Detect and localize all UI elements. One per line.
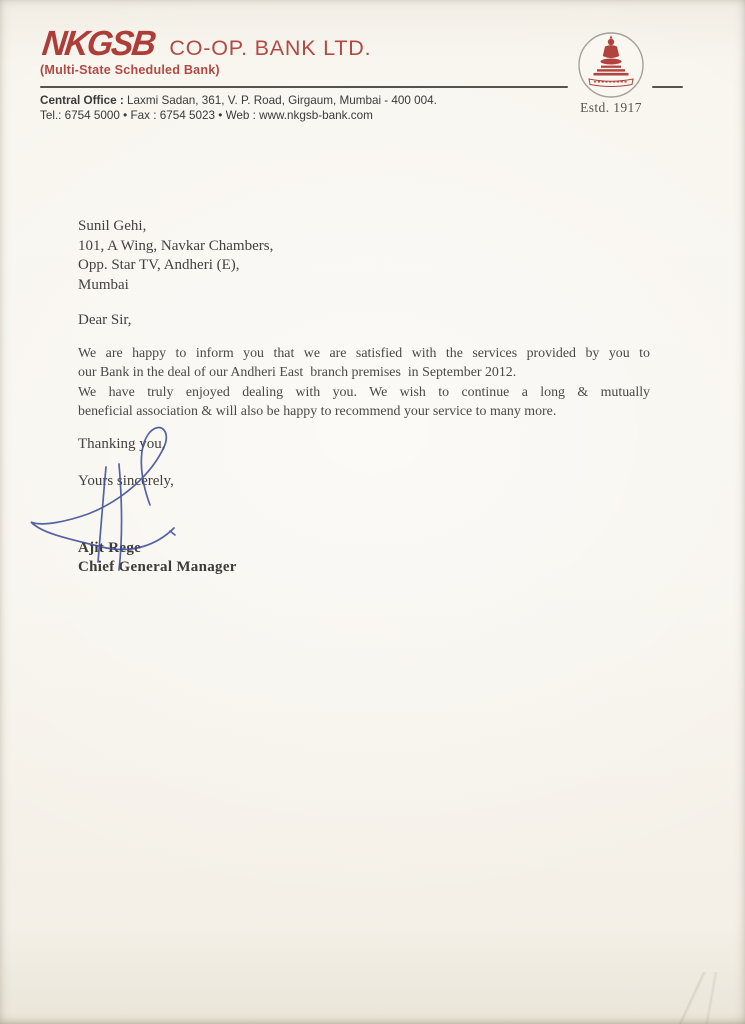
contact-line: Tel.: 6754 5000 • Fax : 6754 5023 • Web : www.nkgsb-bank.com (40, 108, 373, 122)
signatory-title: Chief General Manager (78, 559, 237, 575)
established-year-label: Estd. 1917 (580, 100, 642, 115)
address-line: Opp. Star TV, Andheri (E), (78, 257, 240, 274)
signatory-name: Ajit Rege (78, 540, 142, 556)
closing-thanks: Thanking you, (78, 436, 166, 452)
central-office-label: Central Office : (40, 94, 124, 107)
address-line: Sunil Gehi, (78, 218, 147, 234)
central-office-address: Laxmi Sadan, 361, V. P. Road, Girgaum, Mumbai - 400 004. (123, 94, 437, 107)
closing-sincerely: Yours sincerely, (78, 473, 174, 489)
bank-seal-deity-icon (577, 31, 645, 99)
central-office-block (40, 94, 437, 123)
address-line: Mumbai (78, 276, 129, 293)
body-line: We are happy to inform you that we are satisfied with the services provided by you to (78, 346, 650, 361)
bank-brand-acronym: NKGSB (40, 24, 157, 63)
bank-brand-subtitle: (Multi-State Scheduled Bank) (40, 63, 220, 77)
address-line: 101, A Wing, Navkar Chambers, (78, 237, 274, 254)
bank-brand-suffix: CO-OP. BANK LTD. (169, 36, 372, 60)
paper-crease (645, 972, 745, 1024)
salutation: Dear Sir, (78, 312, 132, 328)
body-line: our Bank in the deal of our Andheri East branch premises in September 2012. (78, 365, 517, 381)
recipient-address (78, 217, 273, 295)
header-divider-right (652, 86, 683, 88)
body-line: beneficial association & will also be happy to recommend your service to many more. (78, 404, 557, 420)
header-divider-left (40, 86, 568, 88)
body-line: We have truly enjoyed dealing with you. We wish to continue a long & mutually (78, 384, 650, 400)
letter-body (78, 344, 650, 422)
letterhead (40, 24, 371, 64)
central-office-line (40, 94, 437, 109)
